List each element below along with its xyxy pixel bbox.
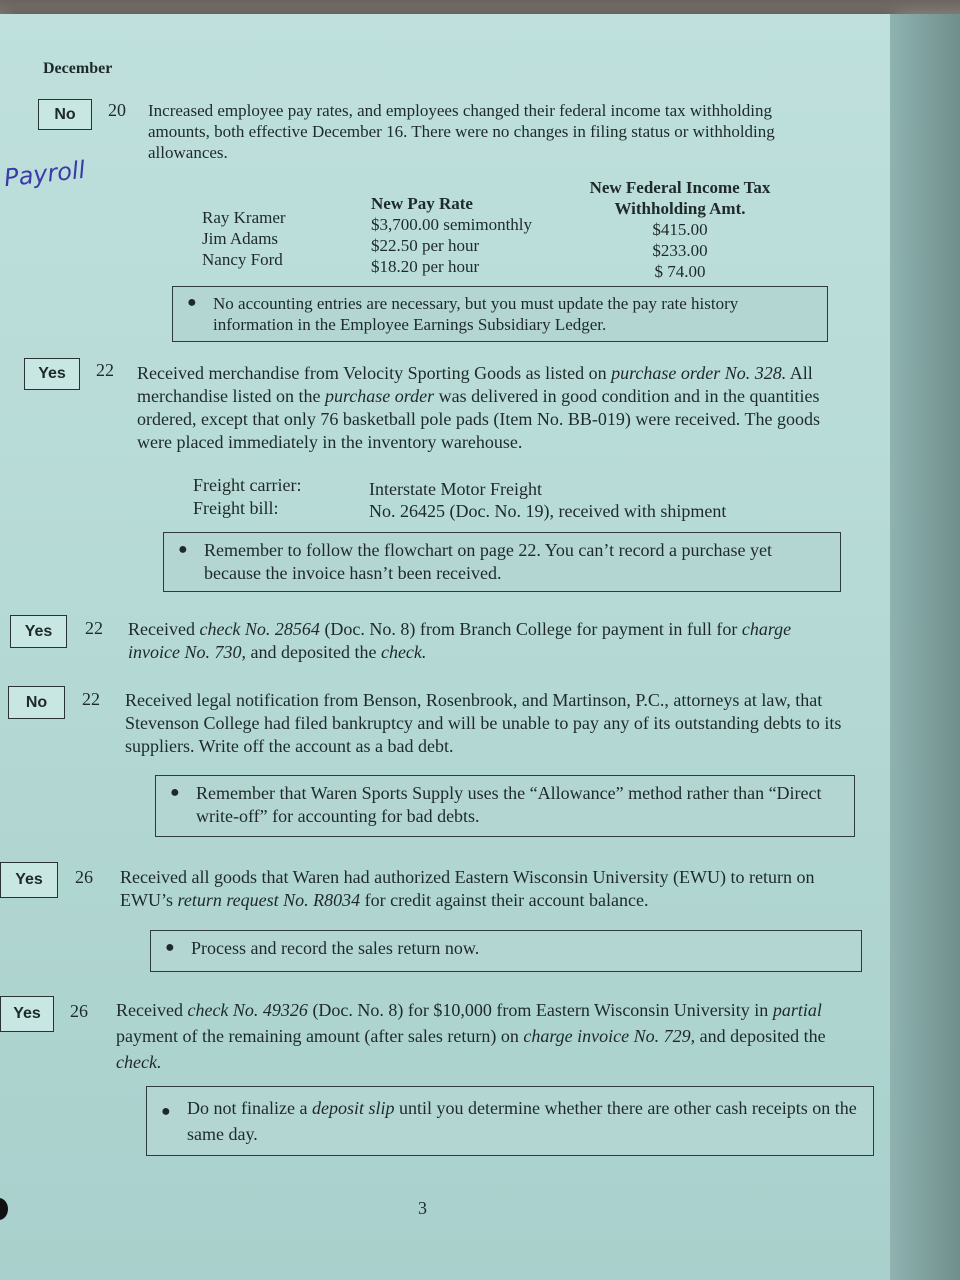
note-text: Remember that Waren Sports Supply uses the “Allowance” method rather than “Direct write-off” for accounting for bad debts. — [196, 783, 822, 826]
tax-header: New Federal Income Tax — [589, 178, 771, 197]
entry-day: 22 — [96, 360, 114, 380]
handwritten-annotation: Payroll — [2, 155, 87, 193]
employee-name: Jim Adams — [202, 229, 279, 248]
tax-amount: $ 74.00 — [654, 262, 706, 281]
note-text: No accounting entries are necessary, but you must update the pay rate history information in the Employee Earnings Subsidiary Ledger. — [213, 294, 739, 334]
bullet-icon: ● — [178, 541, 188, 558]
entry-text: Increased employee pay rates, and employees changed their federal income tax withholding amounts, both effective December 16. There were no changes in filing status or withholding allowances. — [148, 101, 775, 162]
note-text: Remember to follow the flowchart on page 22. You can’t record a purchase yet because the invoice hasn’t been received. — [204, 540, 772, 583]
pay-rate: $18.20 per hour — [371, 257, 480, 276]
entry-badge: Yes — [0, 996, 54, 1032]
pay-rate-column — [371, 193, 532, 277]
tax-column — [580, 177, 780, 282]
bullet-icon: ● — [170, 784, 180, 801]
instruction-note: ● Do not finalize a deposit slip until you determine whether there are other cash receipts on the same day. — [146, 1086, 874, 1156]
tax-amount: $233.00 — [652, 241, 708, 260]
entry-text: Received check No. 49326 (Doc. No. 8) for $10,000 from Eastern Wisconsin University in partial payment of the remaining amount (after sales return) on charge invoice No. 729, and deposited the check. — [116, 1000, 826, 1072]
page-stack-edge — [890, 14, 960, 1280]
bullet-icon: ● — [165, 939, 175, 956]
employee-names — [202, 207, 286, 270]
instruction-note — [150, 930, 862, 972]
entry-day: 22 — [82, 689, 100, 709]
detail-value: Interstate Motor Freight — [369, 479, 542, 499]
entry-badge: No — [8, 686, 65, 719]
entry-text: Received merchandise from Velocity Sporting Goods as listed on purchase order No. 328. All merchandise listed on the purchase order was delivered in good condition and in the quantities ordered, except that only 76 basketball pole pads (Item No. BB-019) were received. The goods were placed immediately in the inventory warehouse. — [137, 363, 820, 452]
entry-badge: No — [38, 99, 92, 130]
entry-day: 22 — [85, 618, 103, 638]
detail-label: Freight carrier: — [193, 475, 302, 495]
employee-name: Nancy Ford — [202, 250, 283, 269]
entry-day: 20 — [108, 100, 126, 120]
entry-badge: Yes — [10, 615, 67, 648]
instruction-note — [172, 286, 828, 342]
entry-text: Received all goods that Waren had authorized Eastern Wisconsin University (EWU) to return on EWU’s return request No. R8034 for credit against their account balance. — [120, 867, 815, 910]
employee-name: Ray Kramer — [202, 208, 286, 227]
tax-amount: $415.00 — [652, 220, 708, 239]
pay-rate: $22.50 per hour — [371, 236, 480, 255]
instruction-note — [163, 532, 841, 592]
entry-text: Received legal notification from Benson, Rosenbrook, and Martinson, P.C., attorneys at law, that Stevenson College had filed bankruptcy and will be unable to pay any of its outstanding debts to its suppliers. Write off the account as a bad debt. — [125, 690, 842, 756]
instruction-note — [155, 775, 855, 837]
month-heading: December — [43, 60, 113, 77]
pay-rate-header: New Pay Rate — [371, 194, 473, 213]
entry-day: 26 — [70, 1001, 88, 1021]
entry-badge: Yes — [24, 358, 80, 390]
detail-value: No. 26425 (Doc. No. 19), received with shipment — [369, 501, 727, 521]
pay-rate: $3,700.00 semimonthly — [371, 215, 533, 234]
tax-header: Withholding Amt. — [614, 199, 746, 218]
bullet-icon: ● — [161, 1103, 171, 1120]
entry-text: Received check No. 28564 (Doc. No. 8) from Branch College for payment in full for charge invoice No. 730, and deposited the check. — [128, 619, 792, 662]
entry-badge: Yes — [0, 862, 58, 898]
entry-day: 26 — [75, 867, 93, 887]
page-number: 3 — [418, 1198, 427, 1218]
detail-label: Freight bill: — [193, 498, 279, 518]
note-text: Process and record the sales return now. — [191, 938, 480, 958]
bullet-icon: ● — [187, 294, 197, 311]
